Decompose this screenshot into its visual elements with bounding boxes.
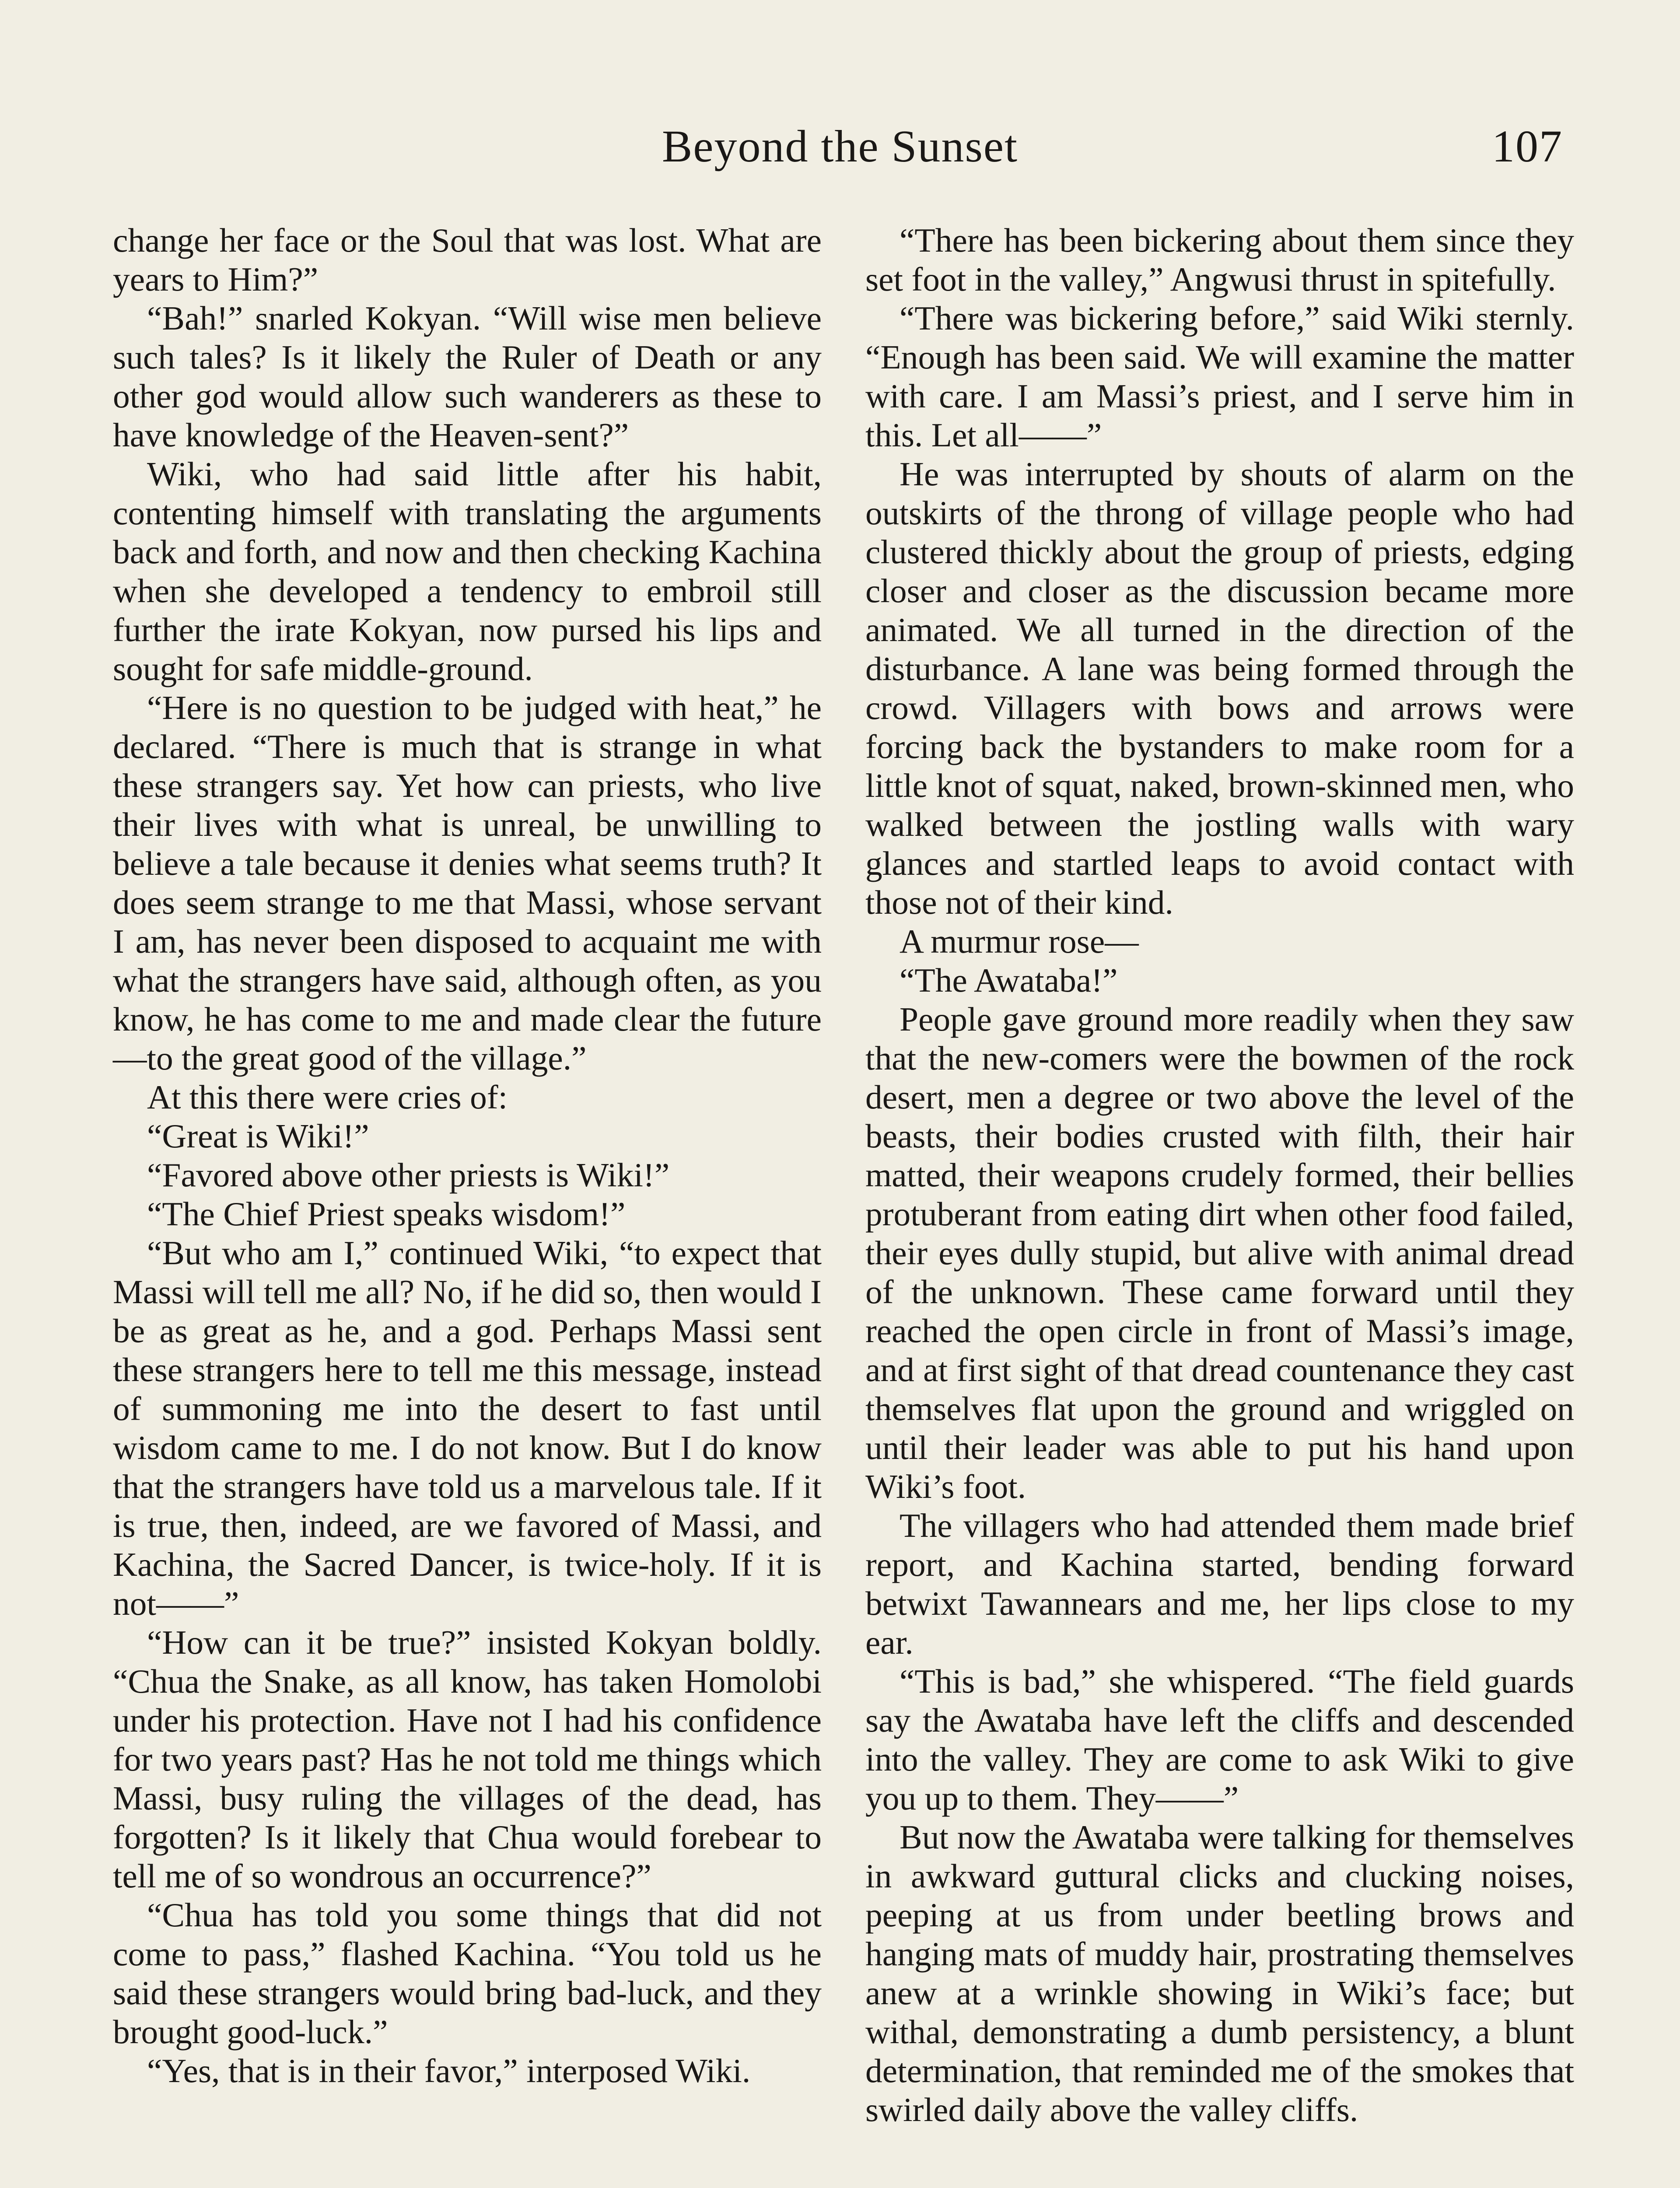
page-number: 107 — [1492, 121, 1563, 172]
paragraph: People gave ground more readily when they saw that the new-comers were the bowmen of the rock desert, men a degree or two above the level of the beasts, their bodies crusted with filth, their hair matted, their weapons crudely formed, their bellies protuberant from eating dirt when other food failed, their eyes dully stupid, but alive with animal dread of the unknown. These came forward until they reached the open circle in front of Massi’s image, and at first sight of that dread countenance they cast themselves flat upon the ground and wriggled on until their leader was able to put his hand upon Wiki’s foot. — [865, 1000, 1574, 1505]
paragraph: A murmur rose— — [900, 922, 1139, 960]
paragraph: “Chua has told you some things that did not come to pass,” flashed Kachina. “You told us he said these strangers would bring bad-luck, and they brought good-luck.” — [113, 1896, 822, 2051]
running-title: Beyond the Sunset — [662, 121, 1018, 172]
left-column — [113, 221, 822, 2090]
paragraph: He was interrupted by shouts of alarm on the outskirts of the throng of village people who had clustered thickly about the group of priests, edging closer and closer as the discussion became more animated. We all turned in the direction of the disturbance. A lane was being formed through the crowd. Villagers with bows and arrows were forcing back the bystanders to make room for a little knot of squat, naked, brown-skinned men, who walked between the jostling walls with wary glances and startled leaps to avoid contact with those not of their kind. — [865, 455, 1574, 921]
paragraph: “How can it be true?” insisted Kokyan boldly. “Chua the Snake, as all know, has taken Homolobi under his protection. Have not I had his confidence for two years past? Has he not told me things which Massi, busy ruling the villages of the dead, has forgotten? Is it likely that Chua would forebear to tell me of so wondrous an occurrence?” — [113, 1623, 822, 1895]
paragraph: “The Awataba!” — [900, 961, 1118, 999]
paragraph: At this there were cries of: — [147, 1078, 508, 1116]
paragraph: “There was bickering before,” said Wiki sternly. “Enough has been said. We will examine the matter with care. I am Massi’s priest, and I serve him in this. Let all——” — [865, 299, 1574, 454]
paragraph: “This is bad,” she whispered. “The field guards say the Awataba have left the cliffs and descended into the valley. They are come to ask Wiki to give you up to them. They——” — [865, 1662, 1574, 1817]
paragraph: “There has been bickering about them since they set foot in the valley,” Angwusi thrust in spitefully. — [865, 221, 1574, 298]
paragraph: “Favored above other priests is Wiki!” — [147, 1156, 670, 1194]
paragraph: “Bah!” snarled Kokyan. “Will wise men believe such tales? Is it likely the Ruler of Death or any other god would allow such wanderers as these to have knowledge of the Heaven-sent?” — [113, 299, 822, 454]
paragraph: “Great is Wiki!” — [147, 1117, 369, 1155]
paragraph: “The Chief Priest speaks wisdom!” — [147, 1195, 626, 1233]
paragraph: change her face or the Soul that was lost. What are years to Him?” — [113, 221, 822, 298]
paragraph: The villagers who had attended them made brief report, and Kachina started, bending forward betwixt Tawannears and me, her lips close to my ear. — [865, 1507, 1574, 1661]
paragraph: “But who am I,” continued Wiki, “to expect that Massi will tell me all? No, if he did so, then would I be as great as he, and a god. Perhaps Massi sent these strangers here to tell me this message, instead of summoning me into the desert to fast until wisdom came to me. I do not know. But I do know that the strangers have told us a marvelous tale. If it is true, then, indeed, are we favored of Massi, and Kachina, the Sacred Dancer, is twice-holy. If it is not——” — [113, 1234, 822, 1622]
paragraph: But now the Awataba were talking for themselves in awkward guttural clicks and clucking noises, peeping at us from under beetling brows and hanging mats of muddy hair, prostrating themselves anew at a wrinkle showing in Wiki’s face; but withal, demonstrating a dumb persistency, a blunt determination, that reminded me of the smokes that swirled daily above the valley cliffs. — [865, 1818, 1574, 2128]
paragraph: “Yes, that is in their favor,” interposed Wiki. — [147, 2052, 751, 2090]
right-column — [865, 221, 1574, 2129]
paragraph: “Here is no question to be judged with heat,” he declared. “There is much that is strange in what these strangers say. Yet how can priests, who live their lives with what is unreal, be unwilling to believe a tale because it denies what seems truth? It does seem strange to me that Massi, whose servant I am, has never been disposed to acquaint me with what the strangers have said, although often, as you know, he has come to me and made clear the future—to the great good of the village.” — [113, 689, 822, 1077]
paragraph: Wiki, who had said little after his habit, contenting himself with translating the arguments back and forth, and now and then checking Kachina when she developed a tendency to embroil still further the irate Kokyan, now pursed his lips and sought for safe middle-ground. — [113, 455, 822, 687]
